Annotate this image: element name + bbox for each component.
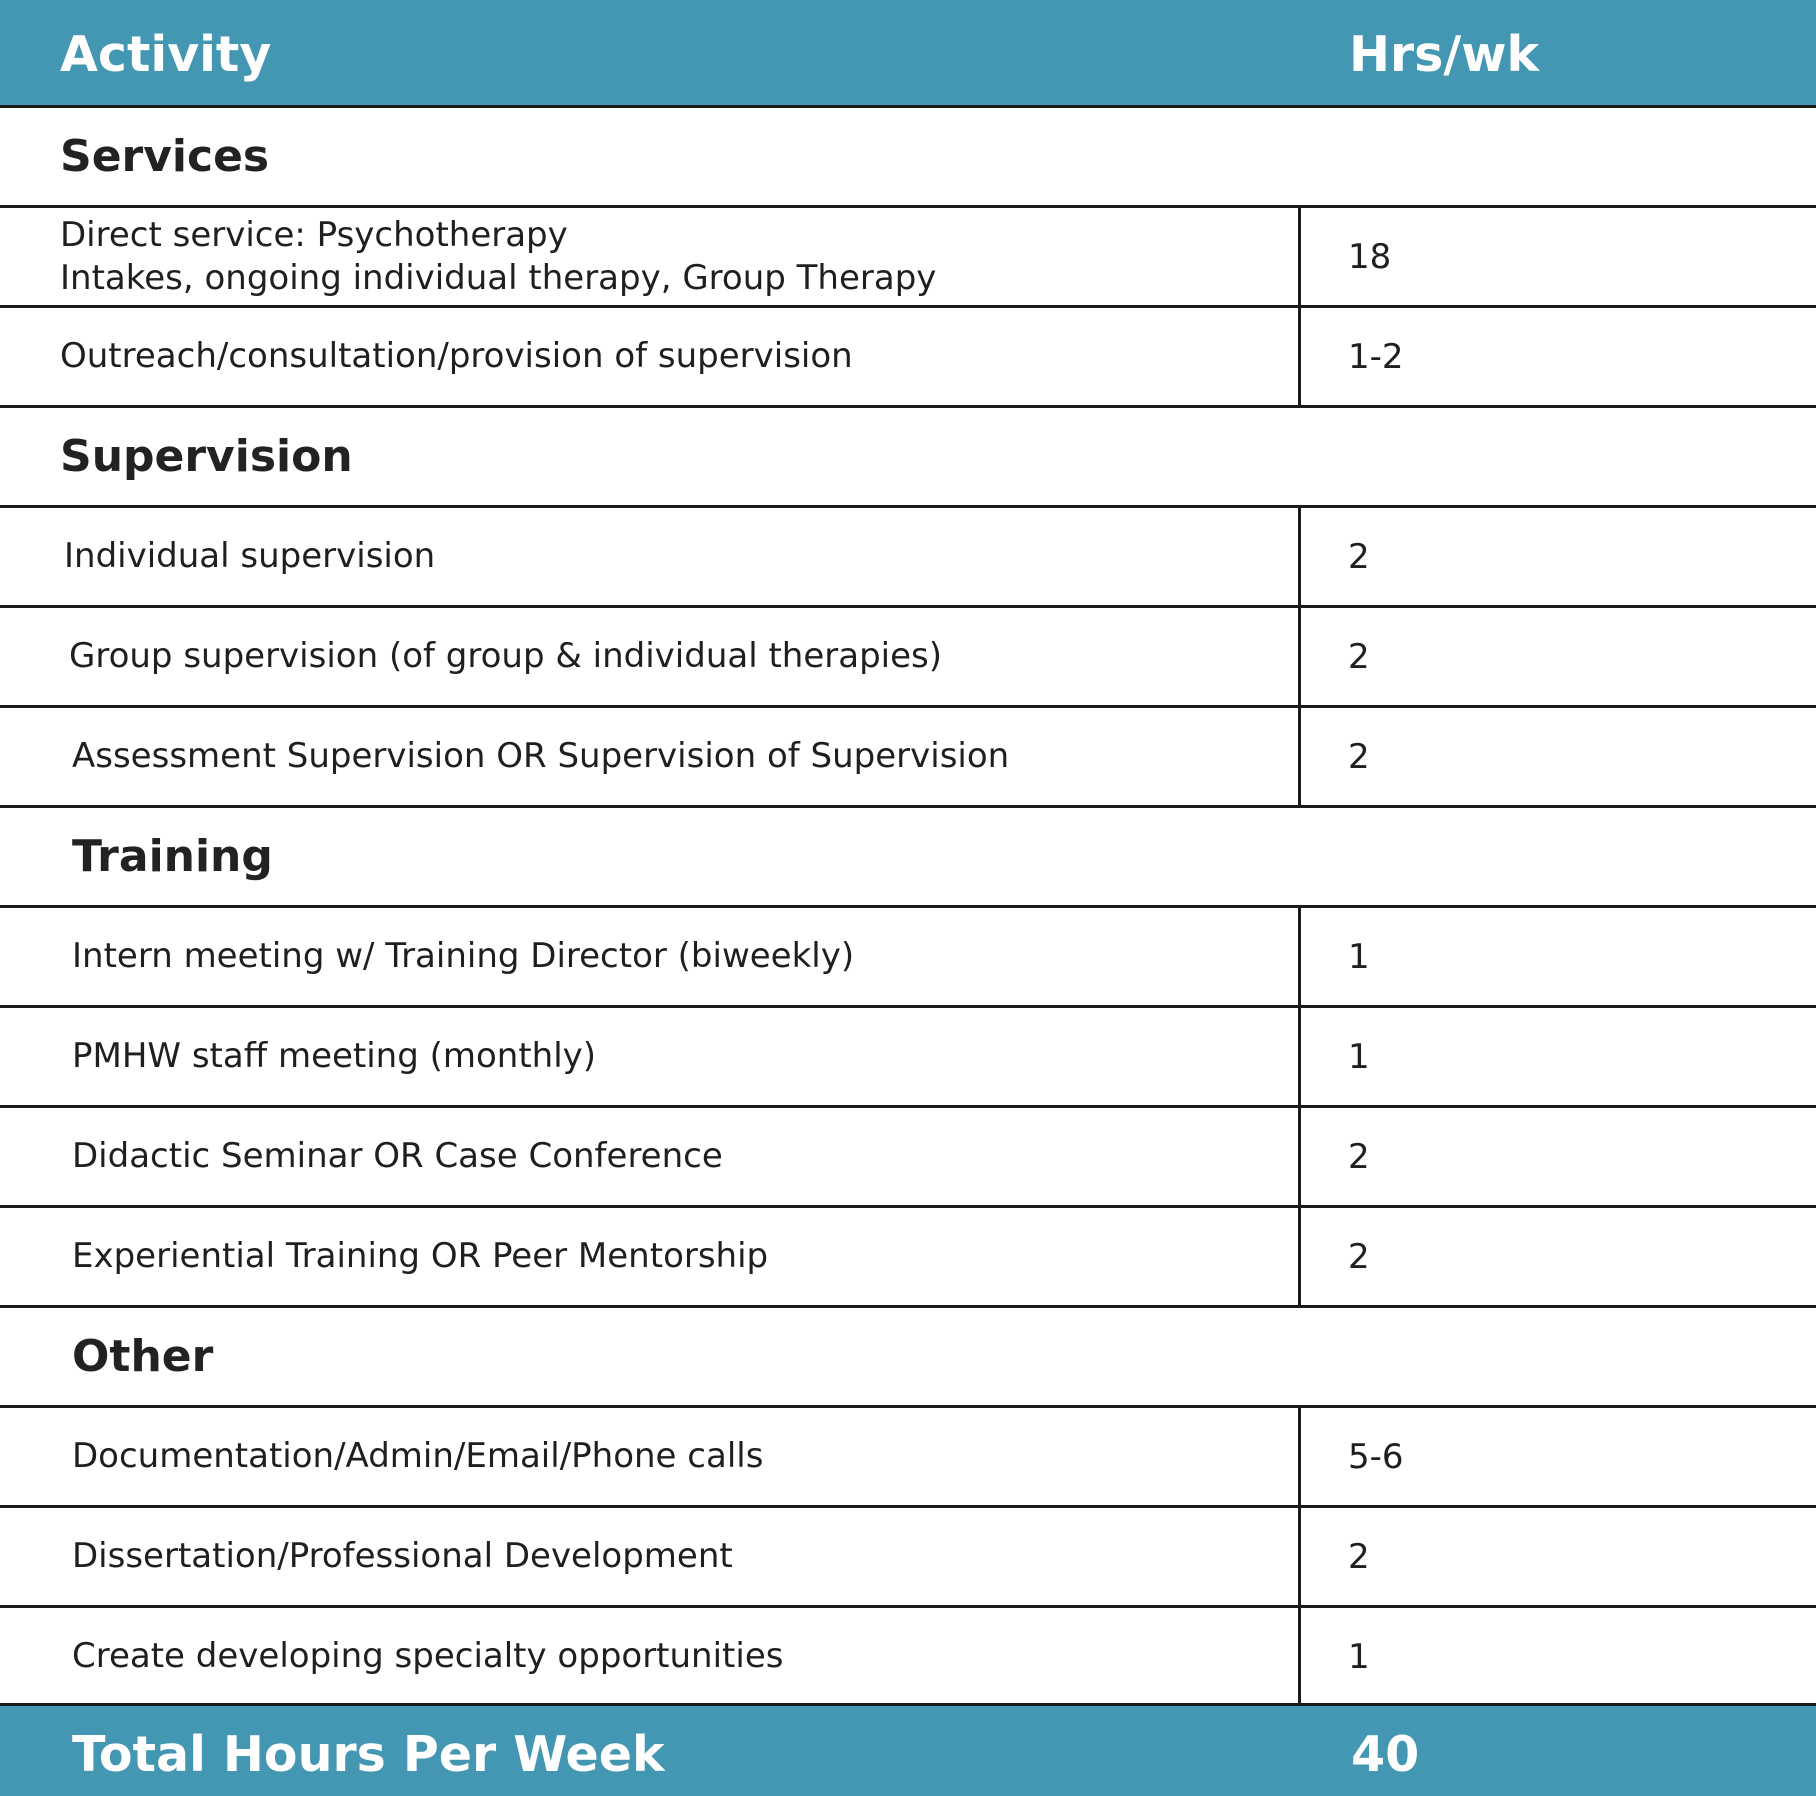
- activity-text: Assessment Supervision OR Supervision of Supervision: [72, 736, 1010, 776]
- total-label: Total Hours Per Week: [72, 1726, 665, 1783]
- table-header: [0, 0, 1816, 108]
- total-value: 40: [1351, 1726, 1420, 1783]
- activity-text: Create developing specialty opportunities: [72, 1636, 784, 1676]
- activity-column-header: Activity: [60, 26, 272, 83]
- section-row: [0, 108, 1816, 208]
- hours-cell: 2: [1348, 1136, 1370, 1177]
- activity-cell: [72, 1408, 763, 1505]
- hours-cell: 2: [1348, 636, 1370, 677]
- activity-cell: [72, 1208, 768, 1305]
- column-divider: [1298, 1108, 1301, 1208]
- activity-text: Documentation/Admin/Email/Phone calls: [72, 1436, 764, 1476]
- table-row: [0, 1408, 1816, 1508]
- activity-text: Group supervision (of group & individual therapies): [69, 636, 943, 676]
- column-divider: [1298, 608, 1301, 708]
- activity-cell: [60, 308, 853, 405]
- activity-text: Didactic Seminar OR Case Conference: [72, 1136, 723, 1176]
- activity-text: Experiential Training OR Peer Mentorship: [72, 1236, 769, 1276]
- column-divider: [1298, 908, 1301, 1008]
- activity-text: PMHW staff meeting (monthly): [72, 1036, 597, 1076]
- hours-cell: 18: [1348, 236, 1392, 277]
- table-row: [0, 708, 1816, 808]
- hours-cell: 2: [1348, 1236, 1370, 1277]
- table-row: [0, 508, 1816, 608]
- table-row: [0, 908, 1816, 1008]
- activity-text: Intern meeting w/ Training Director (biweekly): [72, 936, 855, 976]
- activity-cell: [72, 908, 854, 1005]
- table-row: [0, 308, 1816, 408]
- activity-cell: [64, 508, 435, 605]
- hours-cell: 1: [1348, 1636, 1370, 1677]
- section-row: [0, 1308, 1816, 1408]
- section-row: [0, 408, 1816, 508]
- activity-text: Intakes, ongoing individual therapy, Group Therapy: [60, 257, 937, 298]
- table-footer: [0, 1703, 1816, 1796]
- activity-cell: [72, 708, 1009, 805]
- hours-cell: 5-6: [1348, 1436, 1404, 1477]
- hours-cell: 1: [1348, 936, 1370, 977]
- column-divider: [1298, 208, 1301, 308]
- hours-cell: 2: [1348, 1536, 1370, 1577]
- table-row: [0, 1508, 1816, 1608]
- column-divider: [1298, 508, 1301, 608]
- activity-cell: [60, 208, 936, 305]
- activity-text: Dissertation/Professional Development: [72, 1536, 733, 1576]
- table-row: [0, 1108, 1816, 1208]
- hours-cell: 1-2: [1348, 336, 1404, 377]
- activity-cell: [72, 1608, 783, 1705]
- table-row: [0, 1608, 1816, 1708]
- table-row: [0, 1208, 1816, 1308]
- table-row: [0, 208, 1816, 308]
- activity-cell: [69, 608, 942, 705]
- table-row: [0, 1008, 1816, 1108]
- activity-cell: [72, 1108, 723, 1205]
- column-divider: [1298, 1608, 1301, 1708]
- activity-text: Outreach/consultation/provision of supervision: [60, 336, 853, 376]
- column-divider: [1298, 1208, 1301, 1308]
- hours-cell: 1: [1348, 1036, 1370, 1077]
- table-row: [0, 608, 1816, 708]
- table-body: [0, 108, 1816, 1708]
- column-divider: [1298, 1008, 1301, 1108]
- section-title: Services: [60, 131, 270, 182]
- hours-cell: 2: [1348, 536, 1370, 577]
- section-row: [0, 808, 1816, 908]
- column-divider: [1298, 708, 1301, 808]
- hours-column-header: Hrs/wk: [1349, 26, 1540, 83]
- activity-cell: [72, 1508, 733, 1605]
- section-title: Supervision: [60, 431, 353, 482]
- activity-text: Direct service: Psychotherapy: [60, 214, 568, 255]
- section-title: Training: [72, 831, 273, 882]
- column-divider: [1298, 1508, 1301, 1608]
- activity-cell: [72, 1008, 596, 1105]
- section-title: Other: [72, 1331, 214, 1382]
- hours-cell: 2: [1348, 736, 1370, 777]
- column-divider: [1298, 1408, 1301, 1508]
- column-divider: [1298, 308, 1301, 408]
- activity-text: Individual supervision: [64, 536, 436, 576]
